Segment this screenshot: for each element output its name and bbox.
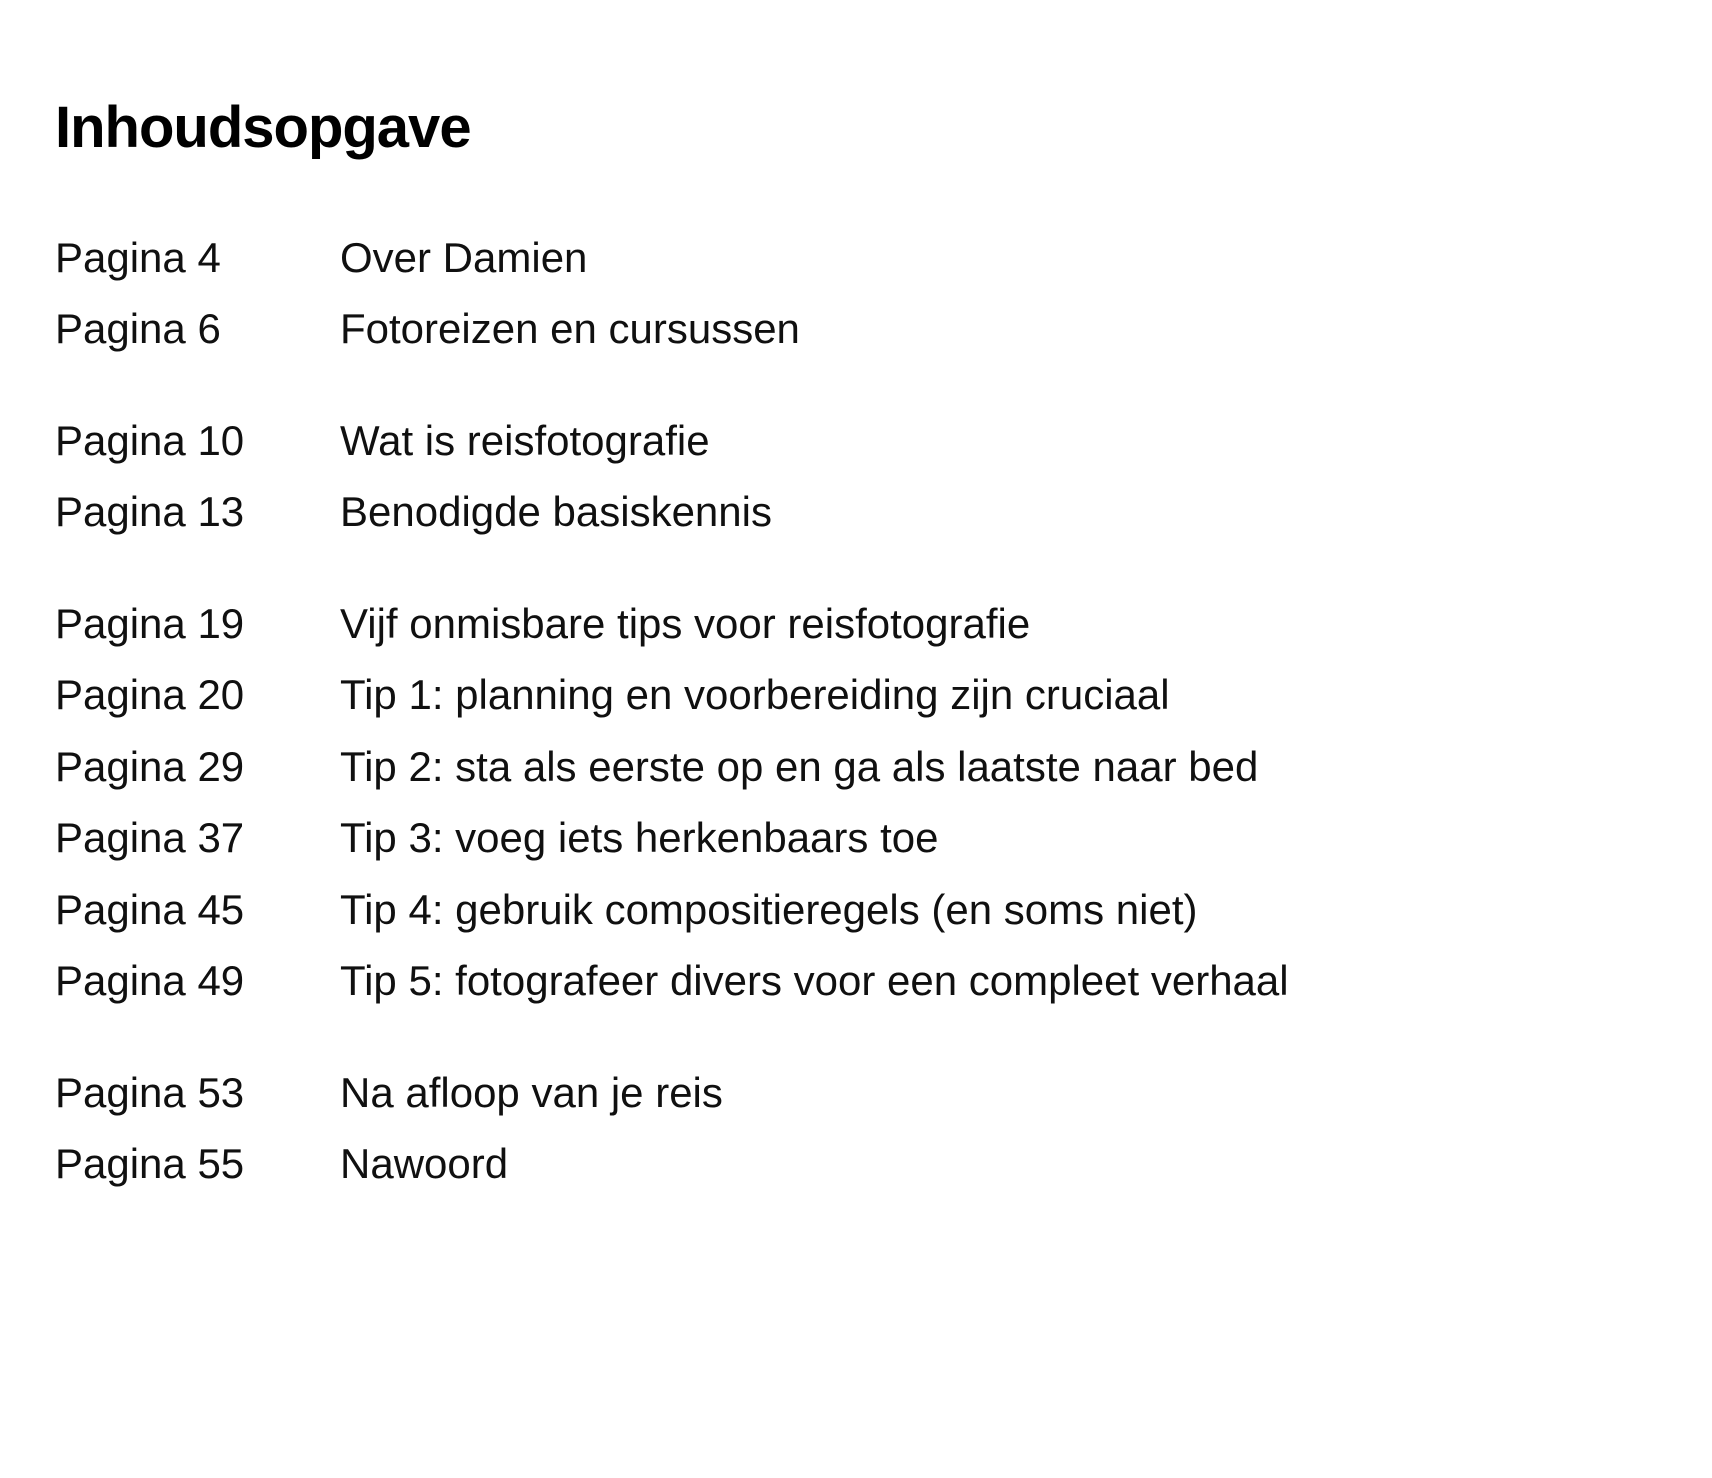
toc-entry (55, 222, 1672, 294)
toc-entry-title: Tip 2: sta als eerste op en ga als laatste naar bed (340, 742, 1259, 790)
toc-entry-title: Vijf onmisbare tips voor reisfotografie (340, 599, 1031, 647)
toc-group (55, 222, 1672, 365)
page-title: Inhoudsopgave (55, 95, 471, 160)
toc-entry-page-label: Pagina 55 (55, 1140, 245, 1188)
toc-entry (55, 659, 1672, 731)
toc-entry-page-label: Pagina 20 (55, 671, 245, 719)
toc-entry-page-label: Pagina 29 (55, 742, 245, 790)
toc-entry-title: Tip 5: fotografeer divers voor een compleet verhaal (340, 957, 1289, 1005)
toc-entry-page-label: Pagina 53 (55, 1068, 245, 1116)
toc-entry-page-label: Pagina 19 (55, 599, 245, 647)
toc-entry (55, 802, 1672, 874)
table-of-contents (55, 222, 1672, 1200)
toc-entry-page-label: Pagina 4 (55, 233, 221, 281)
toc-entry (55, 731, 1672, 803)
toc-entry-page-label: Pagina 13 (55, 488, 245, 536)
toc-entry-page-label: Pagina 45 (55, 885, 245, 933)
toc-entry-title: Tip 1: planning en voorbereiding zijn cruciaal (340, 671, 1170, 719)
toc-group (55, 588, 1672, 1017)
toc-entry-page-label: Pagina 10 (55, 416, 245, 464)
toc-entry (55, 1128, 1672, 1200)
toc-entry-page-label: Pagina 49 (55, 957, 245, 1005)
toc-entry-title: Benodigde basiskennis (340, 488, 772, 536)
toc-entry-title: Wat is reisfotografie (340, 416, 710, 464)
toc-entry-title: Over Damien (340, 233, 588, 281)
toc-entry (55, 293, 1672, 365)
toc-entry (55, 588, 1672, 660)
toc-entry-page-label: Pagina 37 (55, 814, 245, 862)
toc-entry-title: Fotoreizen en cursussen (340, 305, 800, 353)
toc-group (55, 1057, 1672, 1200)
toc-entry-title: Nawoord (340, 1140, 509, 1188)
toc-entry (55, 1057, 1672, 1129)
toc-entry (55, 874, 1672, 946)
toc-entry-title: Na afloop van je reis (340, 1068, 723, 1116)
toc-entry (55, 476, 1672, 548)
toc-group (55, 405, 1672, 548)
toc-entry-page-label: Pagina 6 (55, 305, 221, 353)
toc-entry-title: Tip 4: gebruik compositieregels (en soms niet) (340, 885, 1198, 933)
toc-entry (55, 945, 1672, 1017)
toc-entry (55, 405, 1672, 477)
toc-entry-title: Tip 3: voeg iets herkenbaars toe (340, 814, 939, 862)
